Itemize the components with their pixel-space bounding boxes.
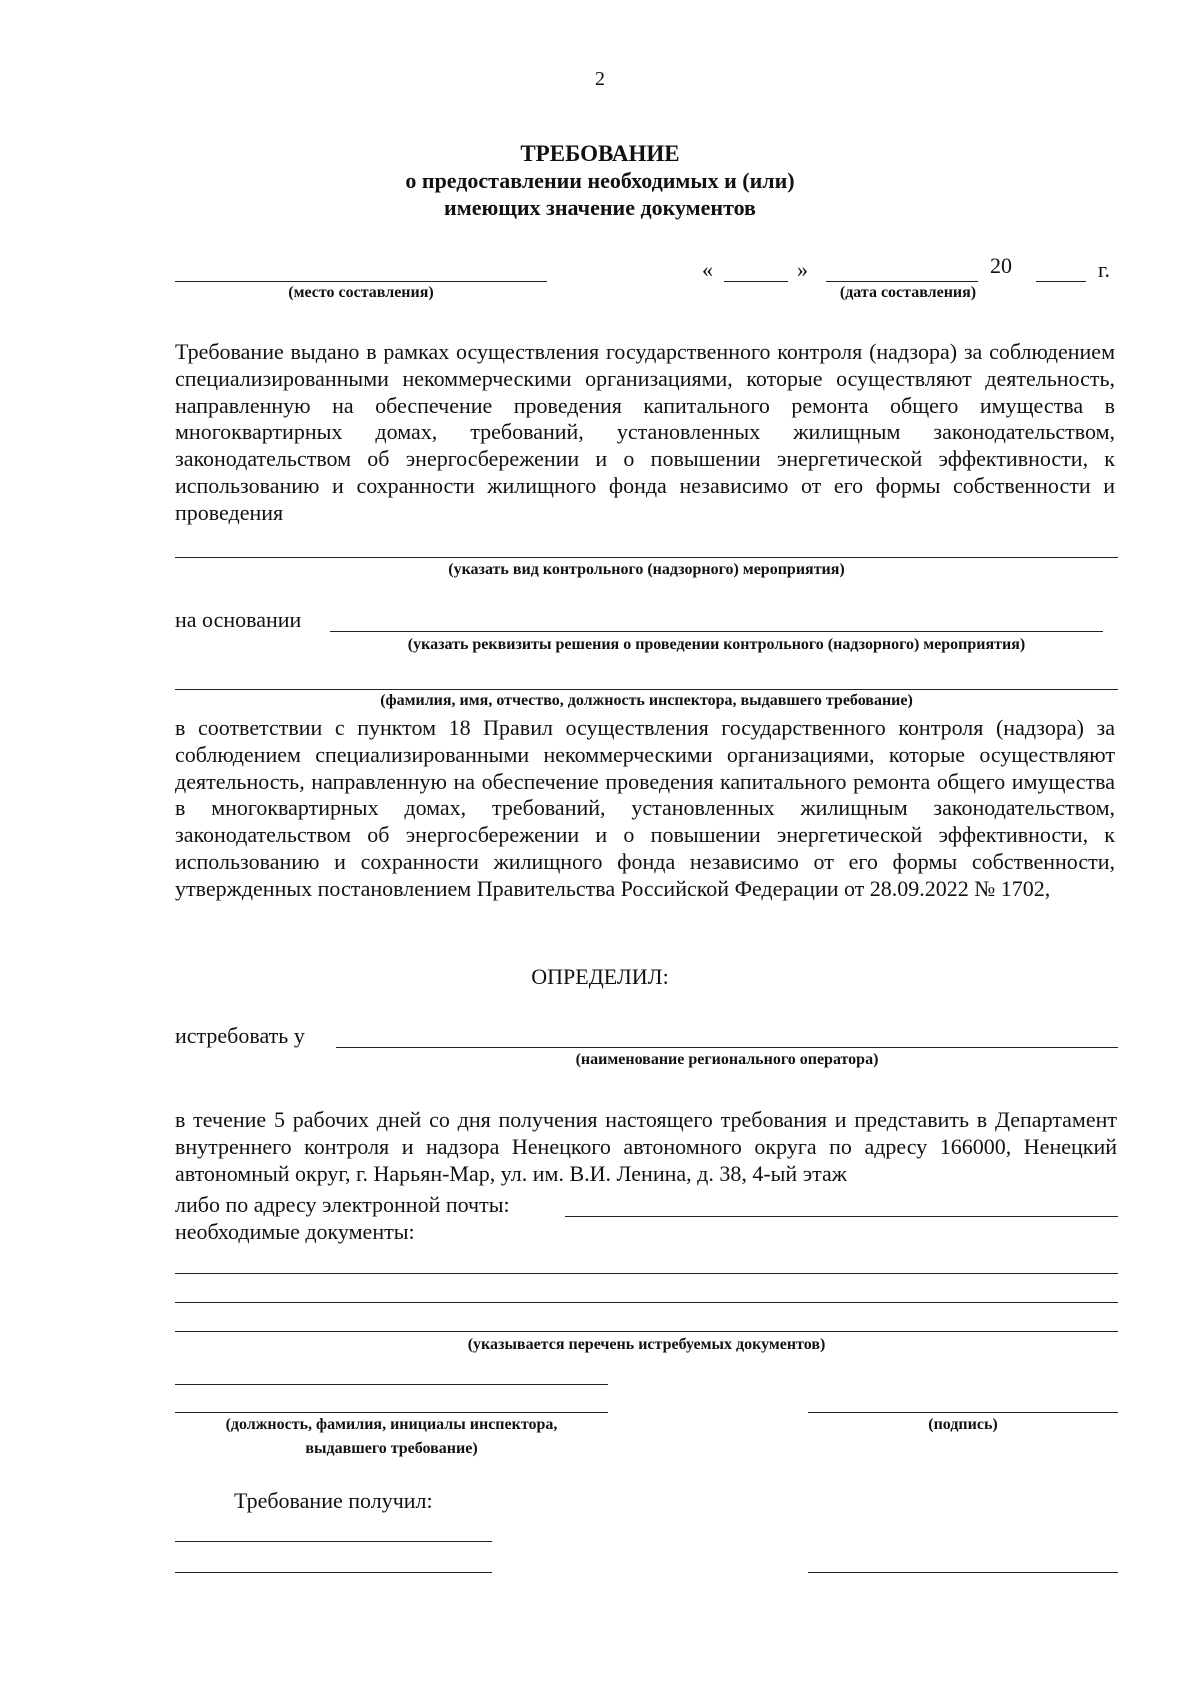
- year-field-line[interactable]: [1036, 281, 1086, 282]
- term-paragraph: в течение 5 рабочих дней со дня получения настоящего требования и представить в Департамент внутреннего контроля и надзора Ненецкого автономного округа по адресу 166000, Ненецкий автономный округ, г. Нарьян-Мар, ул. им. В.И. Ленина, д. 38, 4-ый этаж: [175, 1107, 1117, 1186]
- position-line-2[interactable]: [175, 1412, 608, 1413]
- signature-line[interactable]: [808, 1412, 1118, 1413]
- position-line-1[interactable]: [175, 1384, 608, 1385]
- signature-caption: (подпись): [928, 1416, 998, 1433]
- documents-line-3[interactable]: [175, 1331, 1118, 1332]
- page-number: 2: [595, 68, 605, 90]
- position-caption-line-1: (должность, фамилия, инициалы инспектора,: [225, 1416, 558, 1433]
- operator-field-line[interactable]: [336, 1047, 1118, 1048]
- received-line-1[interactable]: [175, 1541, 492, 1542]
- basis-label: на основании: [175, 607, 302, 632]
- year-suffix: г.: [1098, 257, 1111, 282]
- documents-label: необходимые документы:: [175, 1219, 415, 1244]
- demand-label: истребовать у: [175, 1023, 305, 1048]
- basis-field-line[interactable]: [330, 631, 1103, 632]
- day-field-line[interactable]: [724, 281, 788, 282]
- accordance-paragraph: в соответствии с пунктом 18 Правил осуществления государственного контроля (надзора) за соблюдением специализированными некоммерческими организациями, которые осуществляют деятельность, направленную на обеспечение проведения капитального ремонта общего имущества в многоквартирных домах, требований, установленных жилищным законодательством, законодательством об энергосбережении и о повышении энергетической эффективности, к использованию и сохранности жилищного фонда независимо от его формы собственности, утвержденных постановлением Правительства Российской Федерации от 28.09.2022 № 1702,: [175, 715, 1115, 901]
- basis-caption: (указать реквизиты решения о проведении контрольного (надзорного) мероприятия): [407, 636, 1026, 653]
- position-caption-line-2: выдавшего требование): [305, 1440, 478, 1457]
- email-label: либо по адресу электронной почты:: [175, 1192, 510, 1217]
- received-label: Требование получил:: [234, 1488, 433, 1513]
- place-field-line[interactable]: [175, 281, 547, 282]
- quote-close: »: [797, 257, 808, 282]
- documents-line-1[interactable]: [175, 1273, 1118, 1274]
- year-prefix: 20: [990, 253, 1012, 278]
- operator-caption: (наименование регионального оператора): [575, 1051, 879, 1068]
- inspector-caption: (фамилия, имя, отчество, должность инспектора, выдавшего требование): [380, 692, 913, 709]
- event-type-caption: (указать вид контрольного (надзорного) мероприятия): [448, 561, 845, 578]
- intro-paragraph: Требование выдано в рамках осуществления государственного контроля (надзора) за соблюдением специализированными некоммерческими организациями, которые осуществляют деятельность, направленную на обеспечение проведения капитального ремонта общего имущества в многоквартирных домах, требований, установленных жилищным законодательством, законодательством об энергосбережении и о повышении энергетической эффективности, к использованию и сохранности жилищного фонда независимо от его формы собственности и проведения: [175, 339, 1115, 525]
- received-signature-line[interactable]: [808, 1572, 1118, 1573]
- documents-line-2[interactable]: [175, 1302, 1118, 1303]
- event-type-field-line[interactable]: [175, 557, 1118, 558]
- received-line-2[interactable]: [175, 1572, 492, 1573]
- title-line-2: о предоставлении необходимых и (или): [405, 168, 795, 193]
- documents-caption: (указывается перечень истребуемых документов): [467, 1336, 826, 1353]
- document-title: [0, 140, 1200, 221]
- title-line-3: имеющих значение документов: [444, 195, 756, 220]
- title-line-1: ТРЕБОВАНИЕ: [520, 141, 680, 166]
- place-caption: (место составления): [288, 284, 434, 301]
- determined-heading: ОПРЕДЕЛИЛ:: [531, 964, 669, 989]
- date-caption: (дата составления): [839, 284, 977, 301]
- inspector-field-line[interactable]: [175, 689, 1118, 690]
- email-field-line[interactable]: [565, 1216, 1118, 1217]
- month-field-line[interactable]: [826, 281, 978, 282]
- quote-open: «: [702, 257, 713, 282]
